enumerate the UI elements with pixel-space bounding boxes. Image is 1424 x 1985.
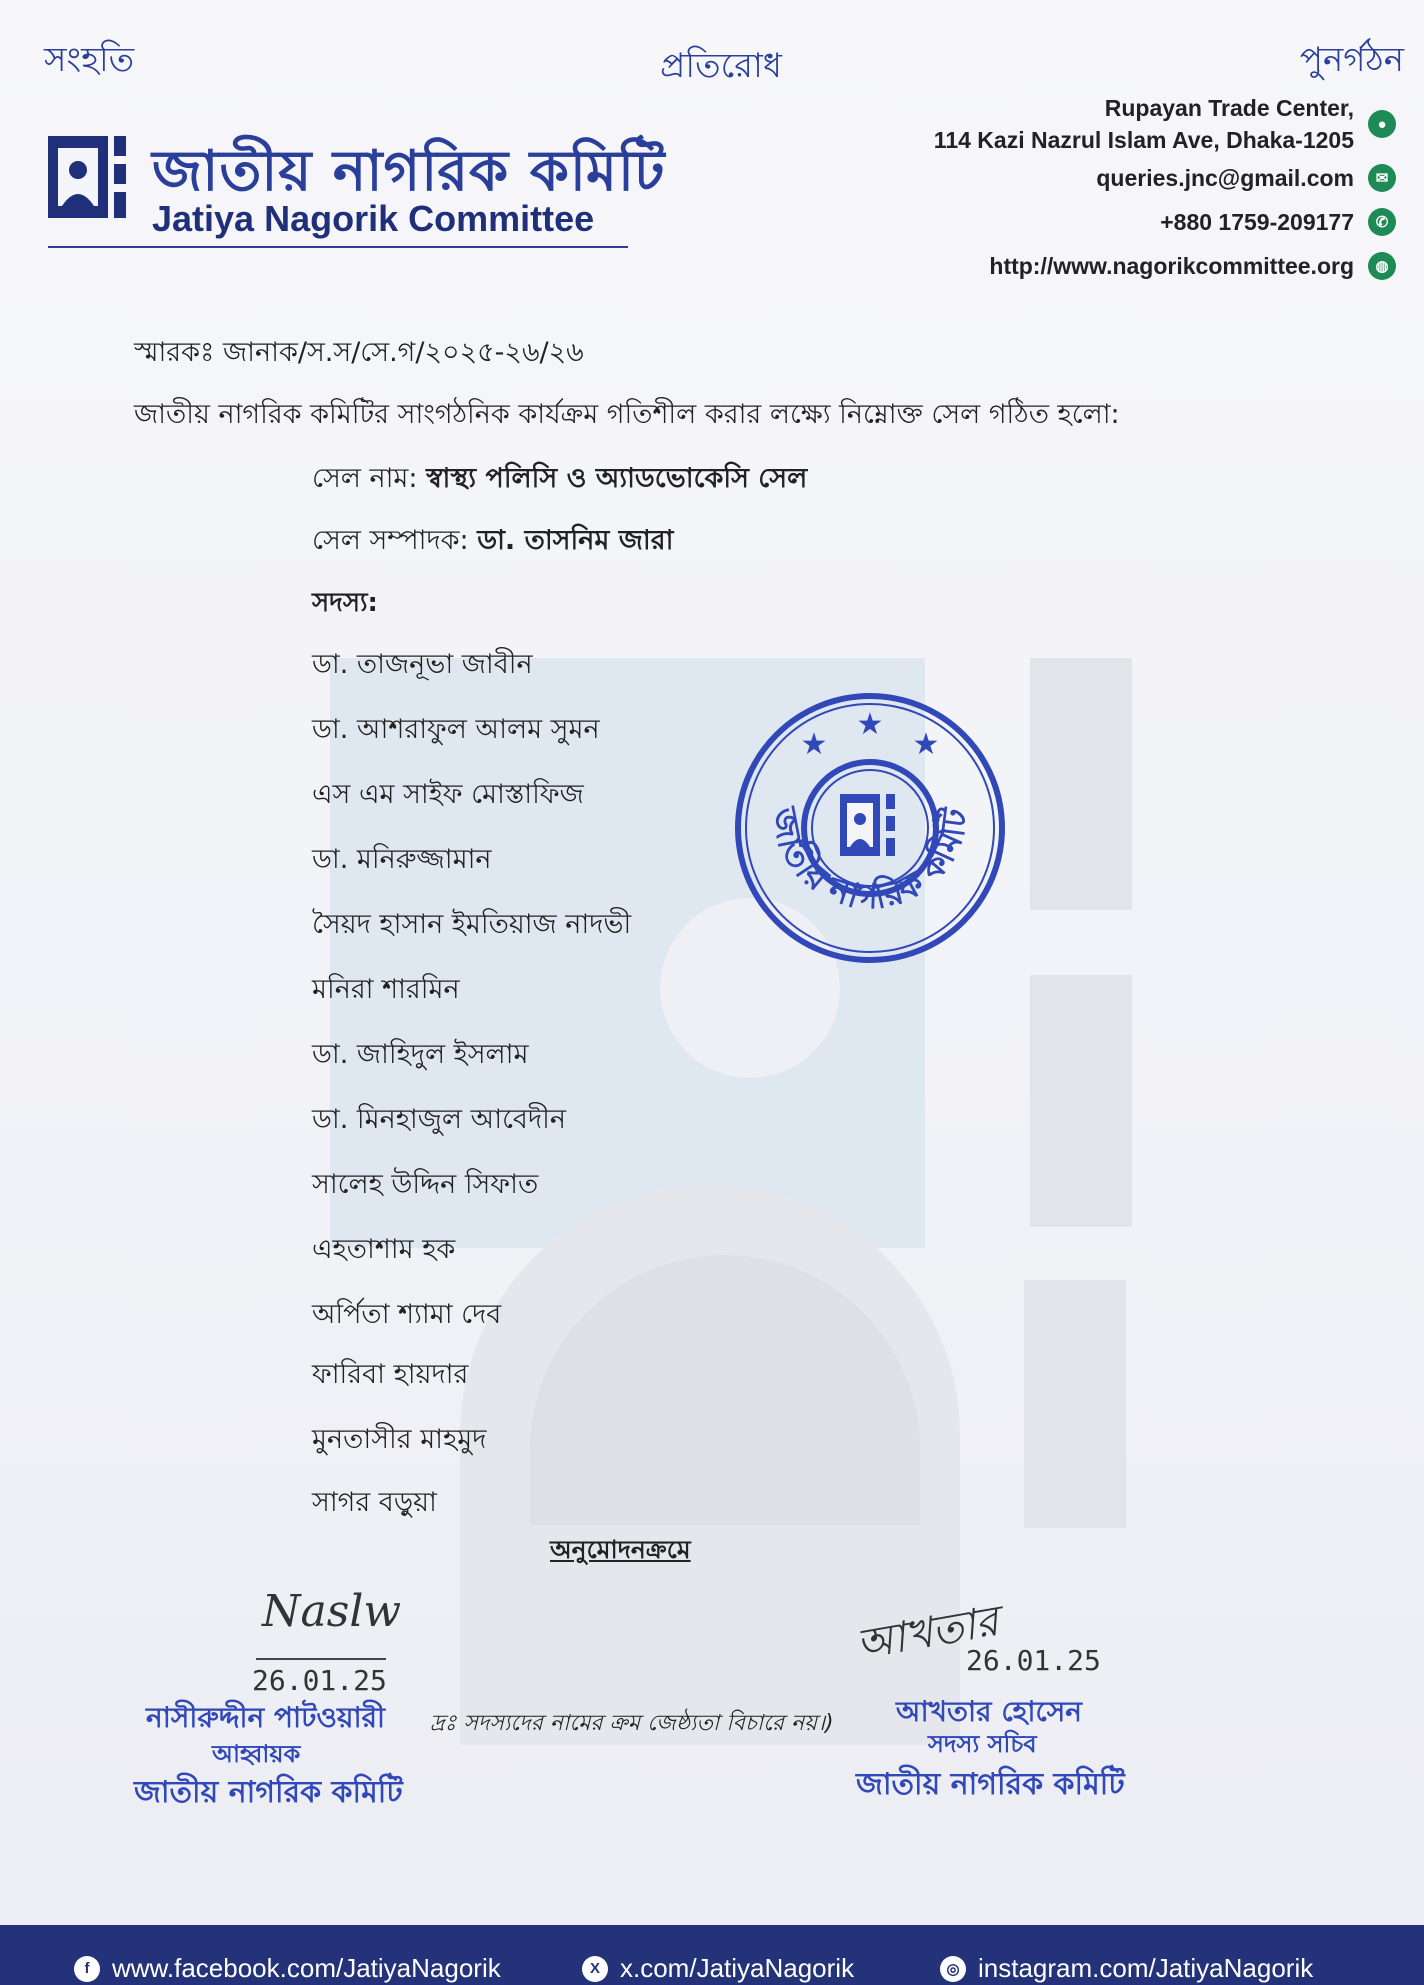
- organization-seal-icon: [734, 692, 1006, 964]
- seal-text: জাতীয় নাগরিক কমিটি: [763, 804, 976, 918]
- watermark-bar-2: [1030, 975, 1132, 1227]
- member-item: ডা. মিনহাজুল আবেদীন: [312, 1104, 566, 1135]
- address-line-2: 114 Kazi Nazrul Islam Ave, Dhaka-1205: [933, 127, 1354, 153]
- right-signatory-org: জাতীয় নাগরিক কমিটি: [856, 1767, 1125, 1802]
- signature-left-underline: [256, 1658, 386, 1660]
- approval-heading: অনুমোদনক্রমে: [550, 1535, 691, 1564]
- phone-text[interactable]: +880 1759-209177: [1160, 208, 1354, 235]
- footer-x[interactable]: [582, 1953, 854, 1984]
- svg-text:★: ★: [856, 707, 884, 742]
- member-item: এহতাশাম হক: [312, 1234, 456, 1265]
- logo-title-bengali: জাতীয় নাগরিক কমিটি: [152, 139, 666, 204]
- footer-bar: [0, 1925, 1424, 1985]
- left-signatory-name: নাসীরুদ্দীন পাটওয়ারী: [146, 1701, 386, 1734]
- member-item: সাগর বড়ুয়া: [312, 1487, 437, 1518]
- contact-website: [989, 252, 1396, 280]
- x-link[interactable]: x.com/JatiyaNagorik: [620, 1953, 855, 1983]
- footer-facebook[interactable]: [74, 1953, 501, 1984]
- website-link[interactable]: http://www.nagorikcommittee.org: [989, 252, 1354, 279]
- facebook-link[interactable]: www.facebook.com/JatiyaNagorik: [112, 1953, 501, 1983]
- member-item: ডা. মনিরুজ্জামান: [312, 844, 492, 875]
- mail-icon: ✉: [1368, 164, 1396, 192]
- cell-editor-value: ডা. তাসনিম জারা: [477, 525, 674, 556]
- right-signatory-role: সদস্য সচিব: [928, 1730, 1037, 1758]
- contact-phone: [1160, 208, 1396, 236]
- member-item: এস এম সাইফ মোস্তাফিজ: [312, 779, 584, 810]
- signature-left: Naslw: [262, 1586, 402, 1637]
- intro-paragraph: জাতীয় নাগরিক কমিটির সাংগঠনিক কার্যক্রম গতিশীল করার লক্ষ্যে নিম্নোক্ত সেল গঠিত হলো:: [134, 399, 1120, 430]
- watermark-bar-3: [1024, 1280, 1126, 1528]
- tagline-center: প্রতিরোধ: [660, 46, 782, 86]
- watermark-bar-1: [1030, 658, 1132, 910]
- phone-icon: ✆: [1368, 208, 1396, 236]
- footer-instagram[interactable]: [940, 1953, 1313, 1984]
- memo-number: স্মারকঃ জানাক/স.স/সে.গ/২০২৫-২৬/২৬: [134, 337, 584, 368]
- svg-text:★: ★: [800, 727, 828, 762]
- instagram-link[interactable]: instagram.com/JatiyaNagorik: [978, 1953, 1314, 1983]
- member-item: ডা. জাহিদুল ইসলাম: [312, 1039, 529, 1070]
- svg-text:★: ★: [912, 727, 940, 762]
- x-icon: X: [582, 1956, 608, 1982]
- signature-left-date: 26.01.25: [252, 1664, 387, 1697]
- cell-editor-label: সেল সম্পাদক:: [312, 525, 469, 556]
- member-item: ডা. আশরাফুল আলম সুমন: [312, 714, 600, 745]
- cell-editor-line: [312, 520, 673, 565]
- right-signatory-name: আখতার হোসেন: [896, 1695, 1082, 1728]
- member-item: ডা. তাজনূভা জাবীন: [312, 649, 533, 680]
- cell-name-line: [312, 458, 807, 503]
- email-text[interactable]: queries.jnc@gmail.com: [1096, 164, 1354, 191]
- contact-email: [1096, 164, 1396, 192]
- instagram-icon: ◎: [940, 1956, 966, 1982]
- address-line-1: Rupayan Trade Center,: [1104, 95, 1354, 121]
- signature-right: আখতার: [852, 1595, 1003, 1670]
- tagline-right: পুনর্গঠন: [1299, 40, 1404, 80]
- signature-right-date: 26.01.25: [966, 1644, 1101, 1677]
- member-item: অর্পিতা শ্যামা দেব: [312, 1299, 502, 1330]
- members-heading: সদস্য:: [312, 588, 378, 618]
- left-signatory-org: জাতীয় নাগরিক কমিটি: [134, 1775, 403, 1810]
- cell-name-label: সেল নাম:: [312, 463, 418, 494]
- left-signatory-role: আহ্বায়ক: [212, 1740, 301, 1768]
- member-item: মুনতাসীর মাহমুদ: [312, 1424, 487, 1455]
- member-item: সৈয়দ হাসান ইমতিয়াজ নাদভী: [312, 909, 632, 940]
- tagline-left: সংহতি: [44, 40, 135, 80]
- globe-icon: ◍: [1368, 252, 1396, 280]
- member-item: ফারিবা হায়দার: [312, 1359, 469, 1390]
- contact-address: [934, 92, 1396, 156]
- member-item: সালেহ উদ্দিন সিফাত: [312, 1169, 539, 1200]
- cell-name-value: স্বাস্থ্য পলিসি ও অ্যাডভোকেসি সেল: [426, 463, 808, 494]
- logo-title-english: Jatiya Nagorik Committee: [152, 198, 595, 239]
- location-icon: ●: [1368, 110, 1396, 138]
- logo-underline: [48, 246, 628, 248]
- ordering-note: দ্রঃ সদস্যদের নামের ক্রম জেষ্ঠ্যতা বিচারে নয়।): [430, 1711, 834, 1736]
- facebook-icon: f: [74, 1956, 100, 1982]
- logo-mark-icon: [48, 136, 130, 218]
- member-item: মনিরা শারমিন: [312, 974, 460, 1005]
